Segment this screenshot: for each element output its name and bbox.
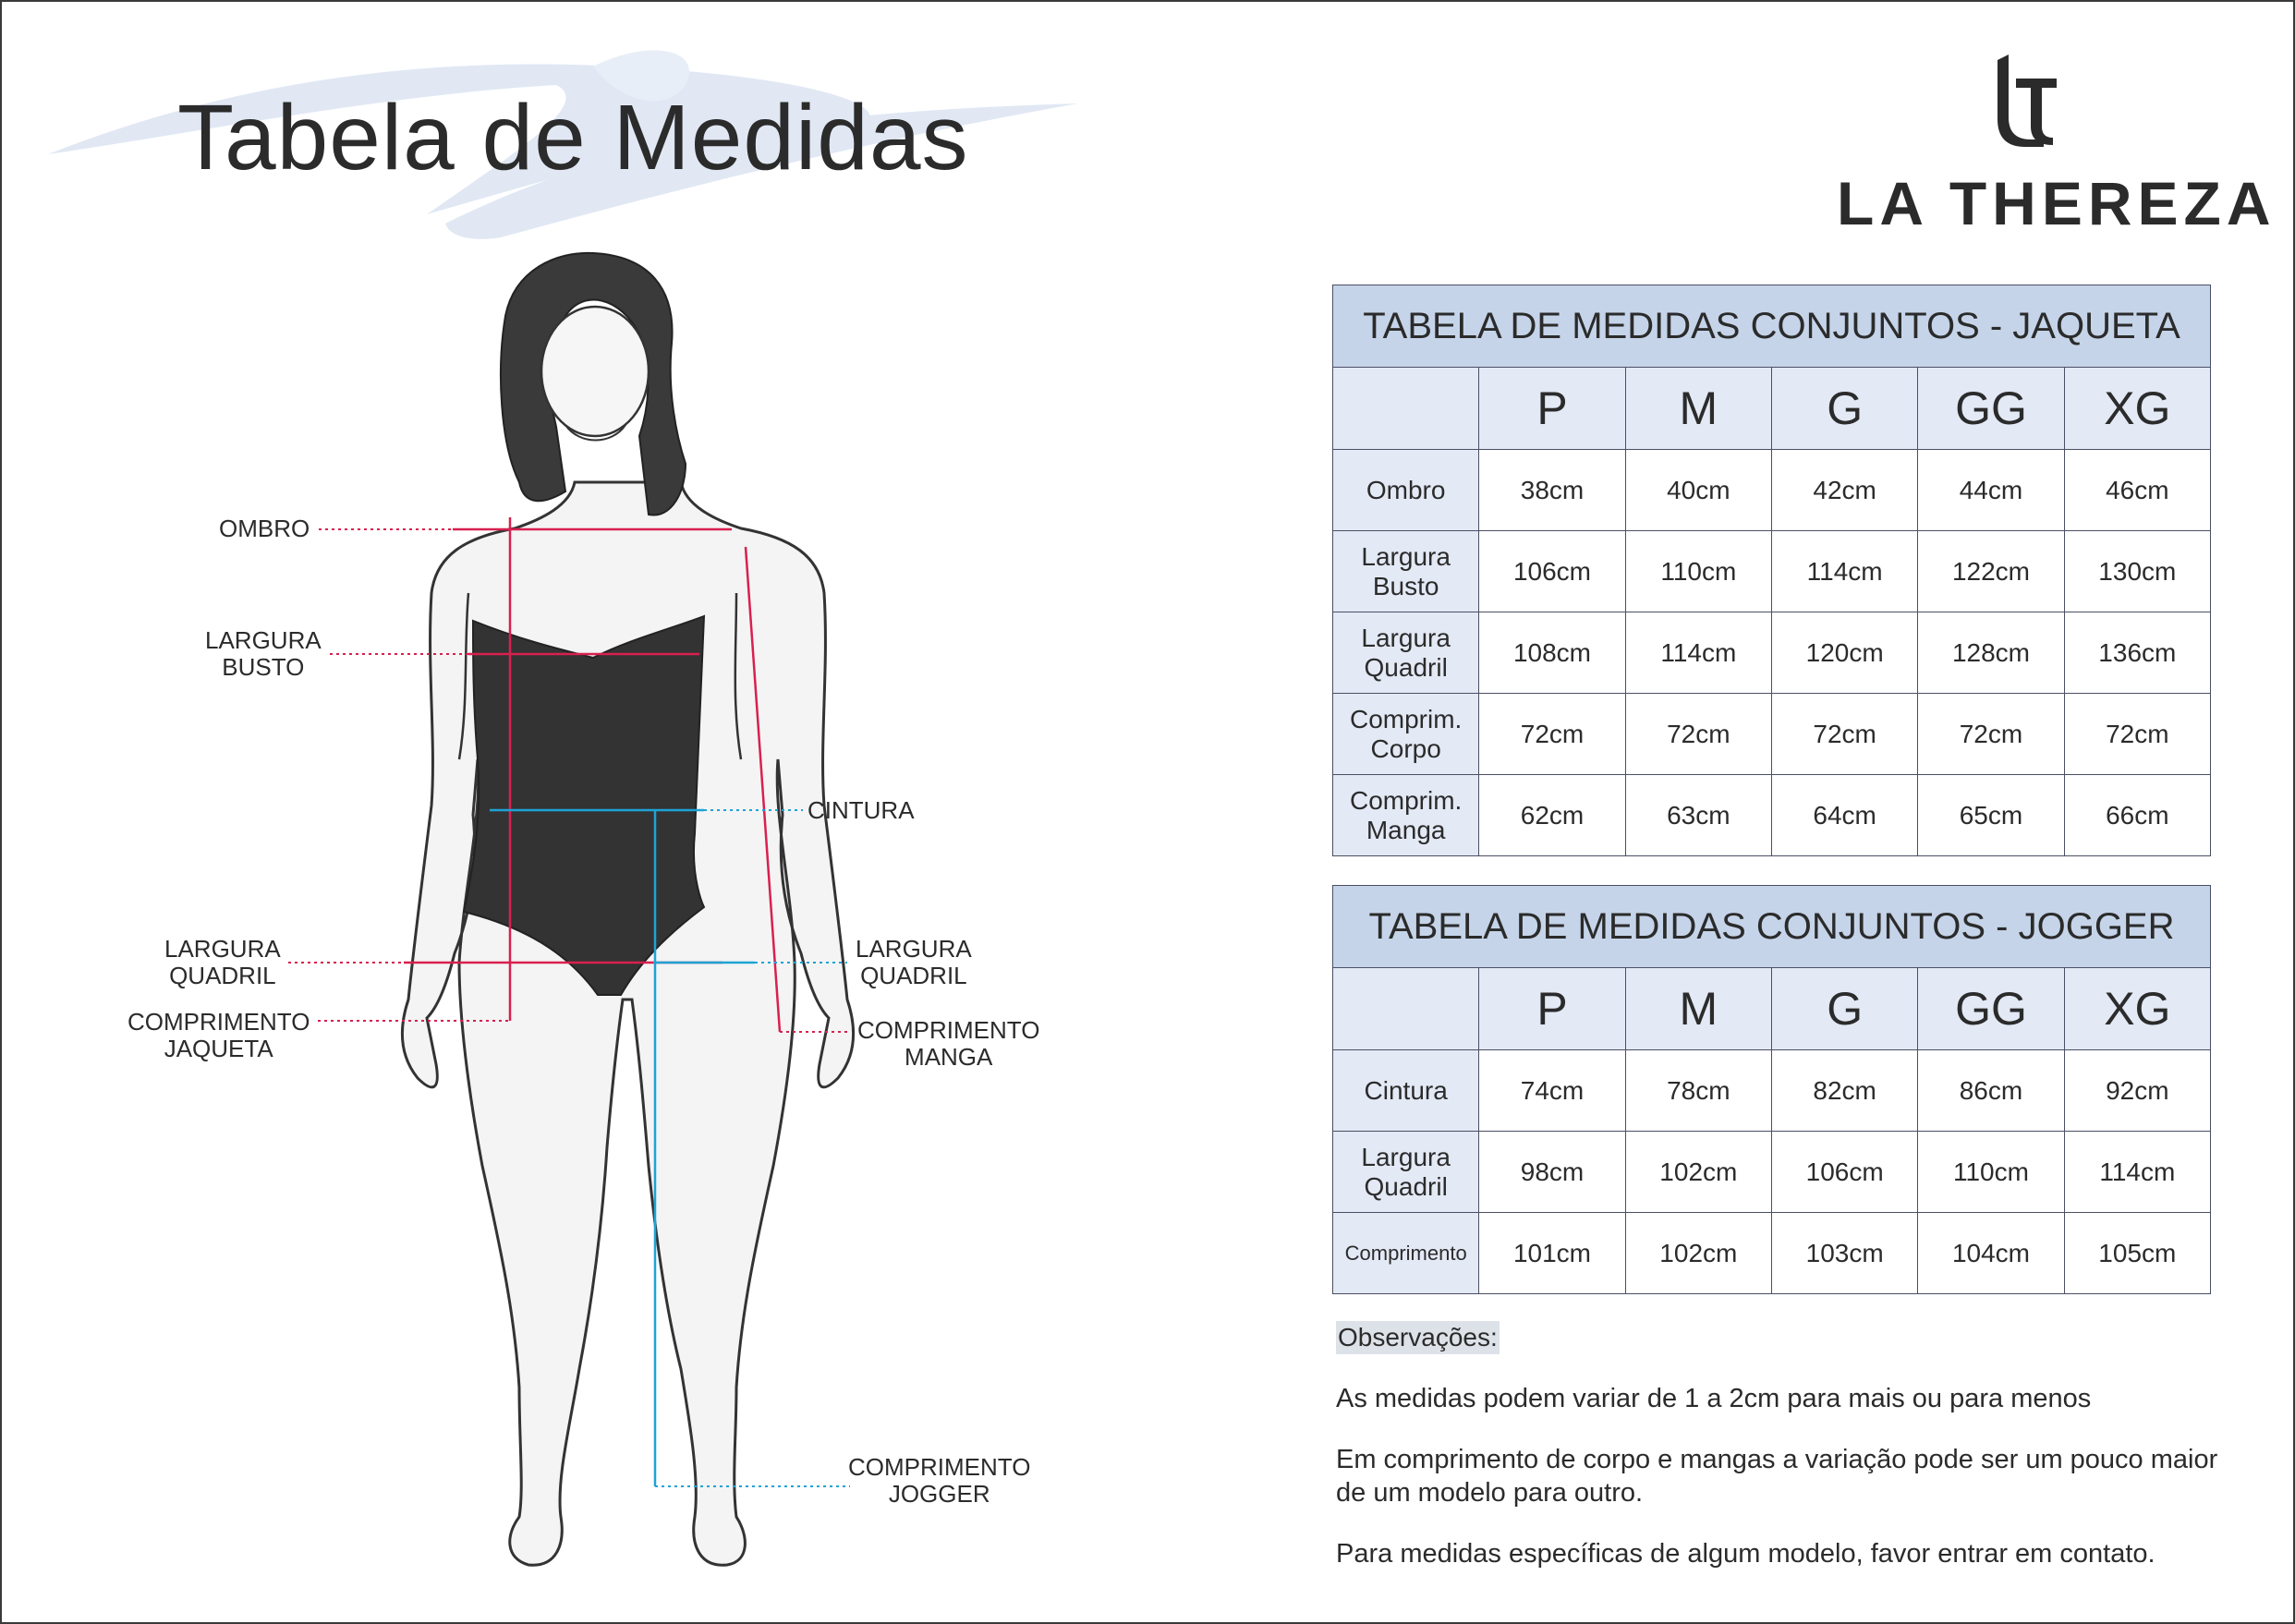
value-cell: 40cm: [1625, 450, 1771, 531]
brand-logo-icon: [1988, 53, 2062, 154]
row-label: Largura Busto: [1333, 531, 1479, 612]
value-cell: 120cm: [1771, 612, 1917, 694]
value-cell: 78cm: [1625, 1050, 1771, 1132]
value-cell: 44cm: [1918, 450, 2064, 531]
row-label: Cintura: [1333, 1050, 1479, 1132]
value-cell: 130cm: [2064, 531, 2210, 612]
size-header: G: [1771, 368, 1917, 450]
value-cell: 104cm: [1918, 1213, 2064, 1294]
value-cell: 110cm: [1918, 1132, 2064, 1213]
note-item: Em comprimento de corpo e mangas a variação pode ser um pouco maior de um modelo para outro.: [1336, 1445, 2218, 1508]
value-cell: 128cm: [1918, 612, 2064, 694]
value-cell: 72cm: [2064, 694, 2210, 775]
table-row: [1333, 1050, 2211, 1132]
size-header: XG: [2064, 368, 2210, 450]
label-largura-quadril-right: LARGURA QUADRIL: [856, 935, 972, 989]
value-cell: 102cm: [1625, 1132, 1771, 1213]
size-header: GG: [1918, 368, 2064, 450]
table-row: [1333, 531, 2211, 612]
size-header: XG: [2064, 968, 2210, 1050]
row-label: Largura Quadril: [1333, 612, 1479, 694]
value-cell: 101cm: [1479, 1213, 1625, 1294]
value-cell: 63cm: [1625, 775, 1771, 856]
value-cell: 92cm: [2064, 1050, 2210, 1132]
label-comprimento-jaqueta: COMPRIMENTO JAQUETA: [128, 1008, 310, 1062]
size-header: M: [1625, 968, 1771, 1050]
table-row: [1333, 775, 2211, 856]
value-cell: 110cm: [1625, 531, 1771, 612]
jogger-size-table: [1332, 885, 2211, 1294]
table-row: [1333, 1132, 2211, 1213]
size-header: G: [1771, 968, 1917, 1050]
table-row: [1333, 612, 2211, 694]
value-cell: 72cm: [1918, 694, 2064, 775]
value-cell: 72cm: [1479, 694, 1625, 775]
body-measurement-illustration: [2, 2, 1203, 1622]
value-cell: 82cm: [1771, 1050, 1917, 1132]
size-header: GG: [1918, 968, 2064, 1050]
value-cell: 38cm: [1479, 450, 1625, 531]
table-row: [1333, 694, 2211, 775]
value-cell: 86cm: [1918, 1050, 2064, 1132]
value-cell: 122cm: [1918, 531, 2064, 612]
value-cell: 72cm: [1625, 694, 1771, 775]
size-header: P: [1479, 968, 1625, 1050]
value-cell: 98cm: [1479, 1132, 1625, 1213]
value-cell: 106cm: [1479, 531, 1625, 612]
notes-title: Observações:: [1336, 1321, 1500, 1354]
value-cell: 74cm: [1479, 1050, 1625, 1132]
table-row: [1333, 1213, 2211, 1294]
label-comprimento-jogger: COMPRIMENTO JOGGER: [848, 1453, 1031, 1508]
note-item: Para medidas específicas de algum modelo, favor entrar em contato.: [1336, 1539, 2155, 1569]
label-ombro: OMBRO: [219, 515, 310, 542]
jaqueta-size-table: [1332, 285, 2211, 856]
note-item: As medidas podem variar de 1 a 2cm para mais ou para menos: [1336, 1384, 2092, 1413]
value-cell: 114cm: [1625, 612, 1771, 694]
label-largura-quadril-left: LARGURA QUADRIL: [164, 935, 281, 989]
table-title: TABELA DE MEDIDAS CONJUNTOS - JOGGER: [1333, 886, 2211, 968]
value-cell: 114cm: [2064, 1132, 2210, 1213]
corner-cell: [1333, 968, 1479, 1050]
face: [541, 307, 649, 436]
label-largura-busto: LARGURA BUSTO: [205, 626, 322, 681]
row-label: Comprim. Manga: [1333, 775, 1479, 856]
value-cell: 105cm: [2064, 1213, 2210, 1294]
label-cintura: CINTURA: [808, 796, 915, 824]
row-label: Comprim. Corpo: [1333, 694, 1479, 775]
value-cell: 106cm: [1771, 1132, 1917, 1213]
value-cell: 114cm: [1771, 531, 1917, 612]
row-label: Comprimento: [1333, 1213, 1479, 1294]
table-row: [1333, 450, 2211, 531]
value-cell: 66cm: [2064, 775, 2210, 856]
label-comprimento-manga: COMPRIMENTO MANGA: [857, 1016, 1040, 1071]
value-cell: 102cm: [1625, 1213, 1771, 1294]
value-cell: 62cm: [1479, 775, 1625, 856]
size-header: P: [1479, 368, 1625, 450]
value-cell: 72cm: [1771, 694, 1917, 775]
table-title: TABELA DE MEDIDAS CONJUNTOS - JAQUETA: [1333, 285, 2211, 368]
corner-cell: [1333, 368, 1479, 450]
row-label: Ombro: [1333, 450, 1479, 531]
value-cell: 108cm: [1479, 612, 1625, 694]
page-title: Tabela de Medidas: [177, 86, 969, 189]
value-cell: 64cm: [1771, 775, 1917, 856]
value-cell: 42cm: [1771, 450, 1917, 531]
brand-name: LA THEREZA: [1837, 169, 2277, 237]
size-header: M: [1625, 368, 1771, 450]
value-cell: 65cm: [1918, 775, 2064, 856]
value-cell: 136cm: [2064, 612, 2210, 694]
notes-section: [1336, 1321, 2260, 1570]
value-cell: 103cm: [1771, 1213, 1917, 1294]
row-label: Largura Quadril: [1333, 1132, 1479, 1213]
value-cell: 46cm: [2064, 450, 2210, 531]
